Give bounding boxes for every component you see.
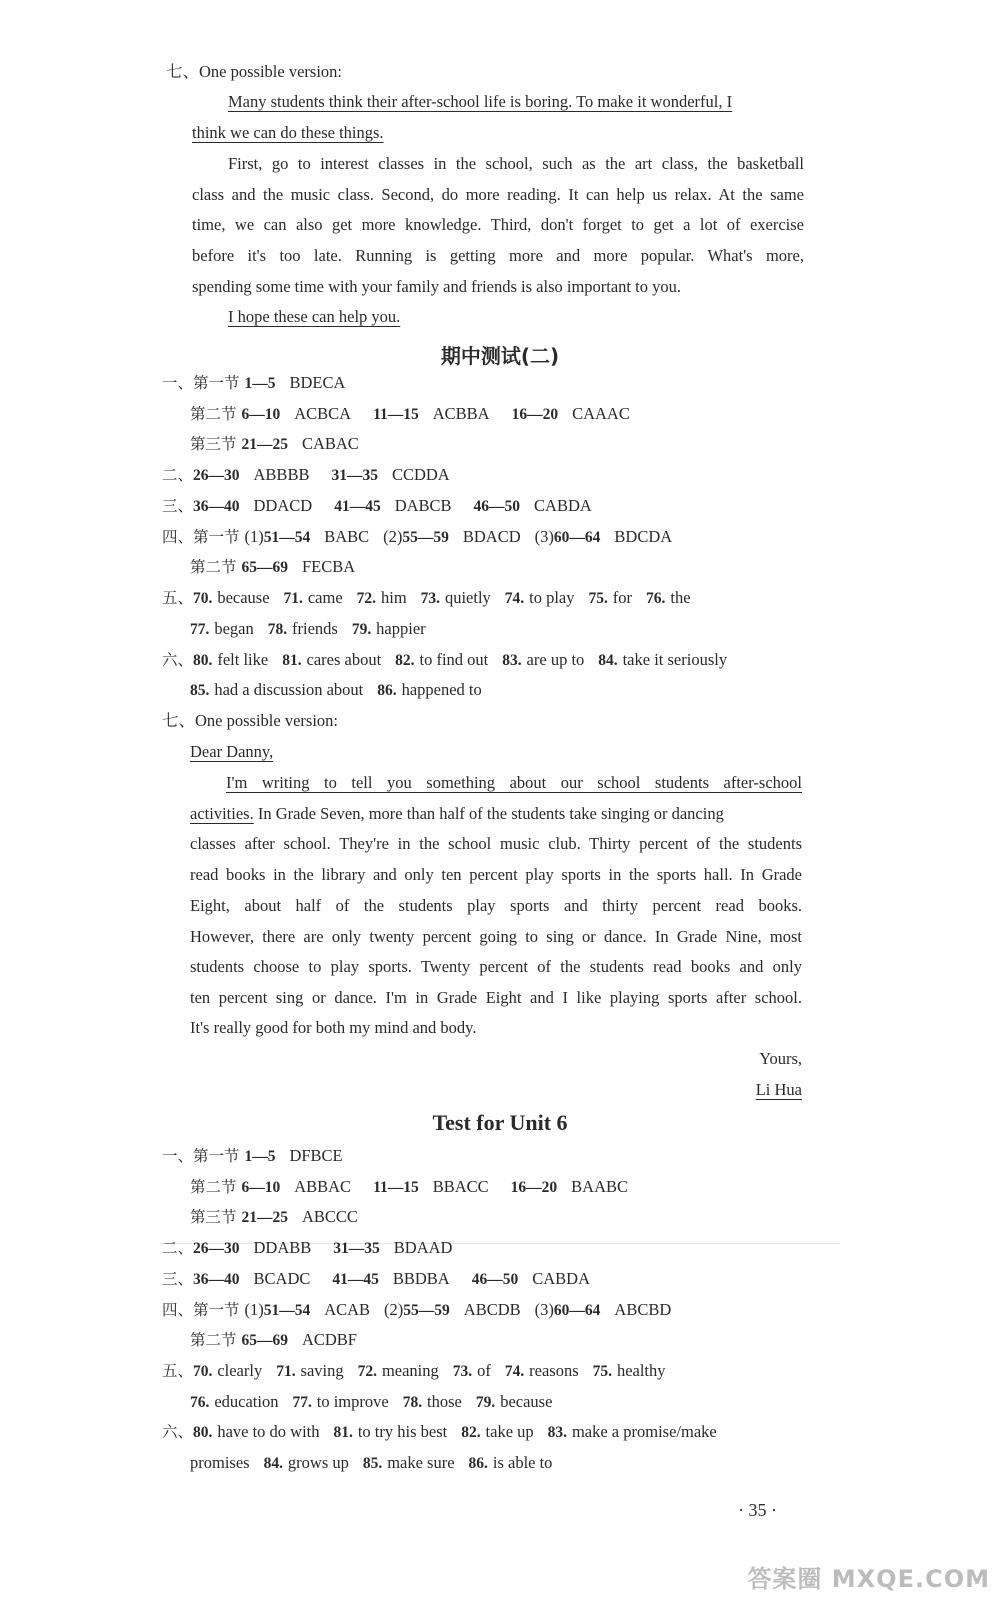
letter-opening: I'm writing to tell you something about our school students after-school: [226, 773, 802, 792]
letter-greeting: Dear Danny,: [190, 742, 274, 761]
essay-1-closing: I hope these can help you.: [228, 307, 401, 326]
essay-1-line: before it's too late. Running is getting more and more popular. What's more,: [192, 246, 804, 265]
letter-line: Eight, about half of the students play sports and thirty percent read books.: [190, 896, 802, 915]
letter-line: activities. In Grade Seven, more than half of the students take singing or dancing: [190, 804, 724, 823]
answer-row: 四、第一节 (1)51—54 ACAB (2)55—59 ABCDB (3)60—64 ABCBD: [162, 1300, 672, 1319]
answer-row: 76. education 77. to improve 78. those 79. because: [190, 1392, 553, 1411]
answer-row: 二、26—30 ABBBB 31—35 CCDDA: [162, 465, 450, 484]
answer-row: 四、第一节 (1)51—54 BABC (2)55—59 BDACD (3)60—64 BDCDA: [162, 527, 673, 546]
answer-row: 三、36—40 DDACD 41—45 DABCB 46—50 CABDA: [162, 496, 592, 515]
answer-row: 五、70. because 71. came 72. him 73. quietly 74. to play 75. for 76. the: [162, 588, 691, 607]
answer-row: 五、70. clearly 71. saving 72. meaning 73. of 74. reasons 75. healthy: [162, 1361, 666, 1380]
watermark: 答案圈 MXQE.COM: [747, 1565, 990, 1593]
answer-row: 一、第一节 1—5 DFBCE: [162, 1146, 343, 1165]
answer-row: 85. had a discussion about 86. happened to: [190, 680, 482, 699]
answer-row: 六、80. have to do with 81. to try his best 82. take up 83. make a promise/make: [162, 1422, 717, 1441]
midterm-title: 期中测试(二): [440, 344, 560, 368]
essay-1-line: First, go to interest classes in the school, such as the art class, the basketball: [228, 154, 804, 173]
answer-row: 第二节 65—69 ACDBF: [190, 1330, 357, 1349]
answer-row: 77. began 78. friends 79. happier: [190, 619, 426, 638]
letter-closing: Yours,: [759, 1049, 802, 1068]
unit-6-title: Test for Unit 6: [432, 1110, 568, 1135]
letter-line: classes after school. They're in the school music club. Thirty percent of the students: [190, 834, 802, 853]
letter-line: It's really good for both my mind and body.: [190, 1018, 477, 1037]
answer-row: 三、36—40 BCADC 41—45 BBDBA 46—50 CABDA: [162, 1269, 590, 1288]
answer-row: promises 84. grows up 85. make sure 86. is able to: [190, 1453, 553, 1472]
answer-row: 第二节 65—69 FECBA: [190, 557, 356, 576]
letter-line: However, there are only twenty percent going to sing or dance. In Grade Nine, most: [190, 927, 802, 946]
letter-line: ten percent sing or dance. I'm in Grade Eight and I like playing sports after school.: [190, 988, 802, 1007]
answer-row: 第三节 21—25 CABAC: [190, 434, 359, 453]
essay-1-opening-cont: think we can do these things.: [192, 123, 384, 142]
section-7-label: 七、One possible version:: [166, 62, 342, 81]
answer-row: 六、80. felt like 81. cares about 82. to find out 83. are up to 84. take it seriously: [162, 650, 728, 669]
letter-signature: Li Hua: [755, 1080, 802, 1099]
answer-row: 二、26—30 DDABB 31—35 BDAAD: [162, 1238, 453, 1257]
section-7-label: 七、One possible version:: [162, 711, 338, 730]
essay-1-opening: Many students think their after-school life is boring. To make it wonderful, I: [228, 92, 733, 111]
answer-row: 一、第一节 1—5 BDECA: [162, 373, 346, 392]
essay-1-line: class and the music class. Second, do more reading. It can help us relax. At the same: [192, 185, 804, 204]
answer-row: 第二节 6—10 ACBCA 11—15 ACBBA 16—20 CAAAC: [190, 404, 630, 423]
essay-1-line: time, we can also get more knowledge. Third, don't forget to get a lot of exercise: [192, 215, 804, 234]
essay-1-line: spending some time with your family and friends is also important to you.: [192, 277, 681, 296]
answer-row: 第三节 21—25 ABCCC: [190, 1207, 358, 1226]
letter-line: read books in the library and only ten percent play sports in the sports hall. In Grade: [190, 865, 802, 884]
page-number: · 35 ·: [738, 1500, 777, 1520]
answer-row: 第二节 6—10 ABBAC 11—15 BBACC 16—20 BAABC: [190, 1177, 629, 1196]
letter-line: students choose to play sports. Twenty percent of the students read books and only: [190, 957, 802, 976]
